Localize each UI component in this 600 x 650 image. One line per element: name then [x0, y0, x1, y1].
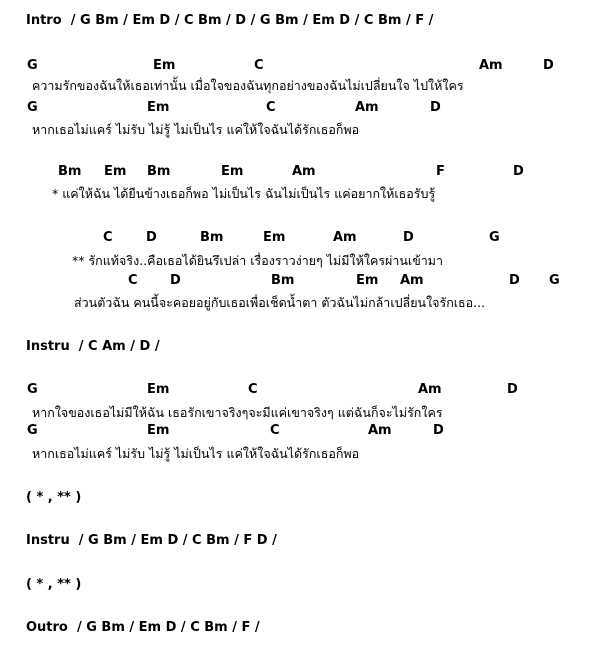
chord: Em: [147, 423, 170, 438]
instru2-line: [26, 533, 277, 548]
verse1-lyric-1: ความรักของฉันให้เธอเท่านั้น เมื่อใจของฉันทุกอย่างของฉันไม่เปลี่ยนใจ ไปให้ใคร: [32, 78, 464, 93]
chord: G: [27, 423, 38, 438]
chord: C: [266, 100, 276, 115]
chord: C: [103, 230, 113, 245]
chord: D: [433, 423, 444, 438]
chord: D: [403, 230, 414, 245]
chord: C: [270, 423, 280, 438]
outro-progression: / G Bm / Em D / C Bm / F /: [76, 620, 260, 635]
chord: Am: [479, 58, 503, 73]
chord: G: [27, 382, 38, 397]
outro-line: [26, 620, 260, 635]
chord: Em: [221, 164, 244, 179]
chord: D: [146, 230, 157, 245]
chord: Am: [418, 382, 442, 397]
instru1-progression: / C Am / D /: [78, 339, 160, 354]
chord: G: [27, 100, 38, 115]
chord: G: [489, 230, 500, 245]
instru1-line: [26, 339, 160, 354]
repeat-marker-2: ( * , ** ): [26, 577, 82, 592]
repeat-marker-1: ( * , ** ): [26, 490, 82, 505]
instru2-label: Instru: [26, 533, 70, 548]
chord: D: [509, 273, 520, 288]
chord: D: [170, 273, 181, 288]
chord: Em: [147, 382, 170, 397]
outro-label: Outro: [26, 620, 68, 635]
chord: Em: [153, 58, 176, 73]
chord: D: [543, 58, 554, 73]
chord: G: [549, 273, 560, 288]
chord: C: [248, 382, 258, 397]
intro-progression: / G Bm / Em D / C Bm / D / G Bm / Em D / C Bm / F /: [70, 13, 434, 28]
verse2-lyric-2: หากเธอไม่แคร์ ไม่รับ ไม่รู้ ไม่เป็นไร แค่ให้ใจฉันได้รักเธอก็พอ: [32, 446, 360, 461]
chord: Em: [147, 100, 170, 115]
chord: Am: [292, 164, 316, 179]
chord: C: [128, 273, 138, 288]
chord: Am: [400, 273, 424, 288]
chord: Em: [104, 164, 127, 179]
chord: C: [254, 58, 264, 73]
intro-label: Intro: [26, 13, 62, 28]
chorus2-lyric-1: ** รักแท้จริง..คือเธอได้ยินรึเปล่า เรื่องราวง่ายๆ ไม่มีให้ใครผ่านเข้ามา: [72, 253, 444, 268]
chord: D: [430, 100, 441, 115]
chorus2-lyric-2: ส่วนตัวฉัน คนนี้จะคอยอยู่กับเธอเพื่อเช็ดน้ำตา ตัวฉันไม่กล้าเปลี่ยนใจรักเธอ...: [74, 295, 486, 310]
instru1-label: Instru: [26, 339, 70, 354]
chord: Bm: [271, 273, 295, 288]
chord: Bm: [200, 230, 224, 245]
chord: D: [513, 164, 524, 179]
chorus1-lyric: * แค่ให้ฉัน ได้ยืนข้างเธอก็พอ ไม่เป็นไร ฉันไม่เป็นไร แค่อยากให้เธอรับรู้: [52, 186, 436, 201]
chord: Em: [356, 273, 379, 288]
chord: Am: [355, 100, 379, 115]
chord: Bm: [58, 164, 82, 179]
verse1-lyric-2: หากเธอไม่แคร์ ไม่รับ ไม่รู้ ไม่เป็นไร แค่ให้ใจฉันได้รักเธอก็พอ: [32, 122, 360, 137]
chord: Em: [263, 230, 286, 245]
verse2-lyric-1: หากใจของเธอไม่มีให้ฉัน เธอรักเขาจริงๆจะมีแค่เขาจริงๆ แต่ฉันก็จะไม่รักใคร: [32, 405, 443, 420]
chord: G: [27, 58, 38, 73]
chord: Am: [333, 230, 357, 245]
chord: F: [436, 164, 445, 179]
chord: Am: [368, 423, 392, 438]
chord: Bm: [147, 164, 171, 179]
chord: D: [507, 382, 518, 397]
instru2-progression: / G Bm / Em D / C Bm / F D /: [78, 533, 277, 548]
intro-line: [26, 13, 433, 28]
